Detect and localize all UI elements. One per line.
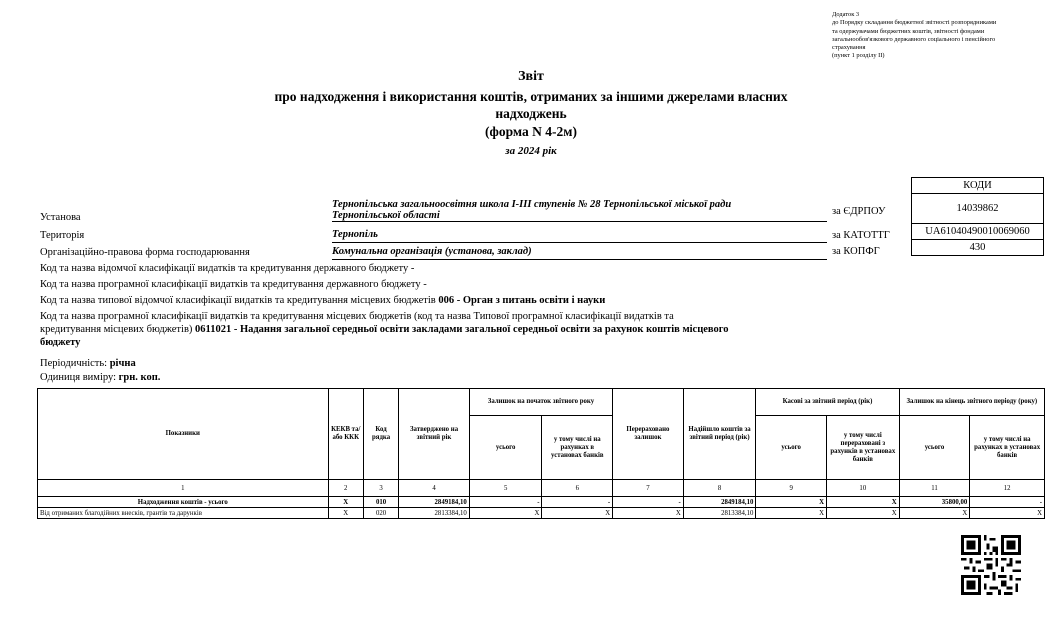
annex-line: до Порядку складання бюджетної звітності розпорядниками: [832, 19, 997, 27]
table-cell: -: [970, 497, 1045, 508]
periodicity: [40, 358, 136, 369]
col-cash: Касові за звітний період (рік): [756, 389, 899, 416]
report-title: Звіт: [518, 69, 544, 84]
report-subtitle: про надходження і використання коштів, отриманих за іншими джерелами власних: [274, 89, 788, 104]
classifier-line-1: Код та назва відомчої класифікації видатків та кредитування державного бюджету -: [40, 263, 415, 274]
org-form-label: Організаційно-правова форма господарювання: [40, 247, 250, 258]
col-number: 8: [683, 480, 756, 497]
col-number: 1: [38, 480, 329, 497]
kopfg-label: за КОПФГ: [832, 246, 880, 257]
table-cell: X: [756, 508, 827, 519]
col-cash-total: усього: [756, 416, 827, 480]
col-balance-start: Залишок на початок звітного року: [469, 389, 612, 416]
annex-note: [832, 11, 1057, 61]
classifier-line-4b: [40, 324, 729, 335]
qr-code-icon: [961, 535, 1021, 595]
col-number: 5: [469, 480, 542, 497]
katottg-label: за КАТОТТГ: [832, 230, 890, 241]
table-cell: -: [469, 497, 542, 508]
classifier-label: кредитування місцевих бюджетів): [40, 324, 193, 335]
edrpou-label: за ЄДРПОУ: [832, 206, 886, 217]
table-row: [38, 508, 1045, 519]
territory-value: Тернопіль: [332, 229, 827, 243]
unit: [40, 372, 160, 383]
report-year: за 2024 рік: [505, 145, 557, 157]
report-table: [37, 388, 1045, 519]
classifier-value: 006 - Орган з питань освіти і науки: [438, 295, 606, 306]
table-row: [38, 497, 1045, 508]
table-cell: X: [827, 497, 900, 508]
col-number: 10: [827, 480, 900, 497]
unit-label: Одиниця виміру:: [40, 372, 116, 383]
col-number: 6: [542, 480, 613, 497]
col-balance-end: Залишок на кінець звітного періоду (року): [899, 389, 1044, 416]
org-form-value: Комунальна організація (установа, заклад): [332, 246, 827, 260]
institution-value-line: Тернопільська загальноосвітня школа І-ІІІ ступенів № 28 Тернопільської міської ради: [332, 199, 732, 210]
col-number: 11: [899, 480, 970, 497]
col-row-code: Код рядка: [363, 389, 398, 480]
kopfg-value: 430: [912, 240, 1044, 256]
col-number: 3: [363, 480, 398, 497]
table-cell: X: [613, 508, 684, 519]
table-cell: X: [756, 497, 827, 508]
institution-value-line: Тернопільської області: [332, 210, 440, 221]
table-cell: 35800,00: [899, 497, 970, 508]
table-cell: X: [328, 508, 363, 519]
col-balance-start-total: усього: [469, 416, 542, 480]
table-cell: X: [899, 508, 970, 519]
table-cell: X: [328, 497, 363, 508]
table-cell: 2849184,10: [399, 497, 470, 508]
codes-header: КОДИ: [912, 178, 1044, 194]
col-indicators: Показники: [38, 389, 329, 480]
table-cell: X: [827, 508, 900, 519]
table-cell: X: [542, 508, 613, 519]
table-cell: X: [970, 508, 1045, 519]
table-cell: 020: [363, 508, 398, 519]
col-number: 2: [328, 480, 363, 497]
col-kekv: КЕКВ та/або ККК: [328, 389, 363, 480]
col-balance-end-total: усього: [899, 416, 970, 480]
col-cash-banks: у тому числі перераховані з рахунків в установах банків: [827, 416, 900, 480]
report-subtitle-cont: надходжень: [495, 106, 567, 121]
col-number: 9: [756, 480, 827, 497]
annex-line: загальнообов'язкового державного соціального і пенсійного: [832, 35, 996, 43]
territory-label: Територія: [40, 230, 85, 241]
table-cell: 2813384,10: [399, 508, 470, 519]
column-numbers-row: [38, 480, 1045, 497]
table-cell: X: [469, 508, 542, 519]
table-cell: -: [542, 497, 613, 508]
classifier-line-3: [40, 295, 605, 306]
col-approved: Затверджено на звітний рік: [399, 389, 470, 480]
codes-table: [911, 177, 1044, 256]
col-number: 4: [399, 480, 470, 497]
unit-value: грн. коп.: [118, 372, 161, 383]
institution-value: [332, 199, 827, 222]
katottg-value: UA61040490010069060: [912, 224, 1044, 240]
edrpou-value: 14039862: [912, 194, 1044, 224]
form-number: (форма N 4-2м): [485, 124, 577, 139]
classifier-value: бюджету: [40, 337, 81, 348]
classifier-label: Код та назва типової відомчої класифікації видатків та кредитування місцевих бюджетів: [40, 295, 436, 306]
annex-line: (пункт 1 розділу II): [832, 52, 885, 60]
annex-line: та одержувачами бюджетних коштів, звітності фондами: [832, 27, 985, 35]
annex-line: Додаток 3: [832, 11, 860, 18]
classifier-line-4c: [40, 337, 80, 348]
classifier-line-2: Код та назва програмної класифікації видатків та кредитування державного бюджету -: [40, 279, 427, 290]
col-balance-start-banks: у тому числі на рахунках в установах банків: [542, 416, 613, 480]
table-cell: Від отриманих благодійних внесків, грантів та дарунків: [38, 508, 329, 519]
table-cell: 2813384,10: [683, 508, 756, 519]
col-number: 7: [613, 480, 684, 497]
table-cell: -: [613, 497, 684, 508]
classifier-value: 0611021 - Надання загальної середньої освіти закладами загальної середньої освіти за рахунок коштів місцевого: [195, 324, 729, 335]
col-balance-end-banks: у тому числі на рахунках в установах банків: [970, 416, 1045, 480]
col-transferred: Перераховано залишок: [613, 389, 684, 480]
institution-label: Установа: [40, 212, 81, 223]
periodicity-value: річна: [109, 358, 136, 369]
table-cell: 010: [363, 497, 398, 508]
periodicity-label: Періодичність:: [40, 358, 108, 369]
classifier-line-4: Код та назва програмної класифікації видатків та кредитування місцевих бюджетів (код та назва Типової програмної класифікації видатків та: [40, 311, 674, 322]
annex-line: страхування: [832, 44, 866, 52]
table-cell: Надходження коштів - усього: [38, 497, 329, 508]
col-number: 12: [970, 480, 1045, 497]
col-received: Надійшло коштів за звітний період (рік): [683, 389, 756, 480]
table-cell: 2849184,10: [683, 497, 756, 508]
